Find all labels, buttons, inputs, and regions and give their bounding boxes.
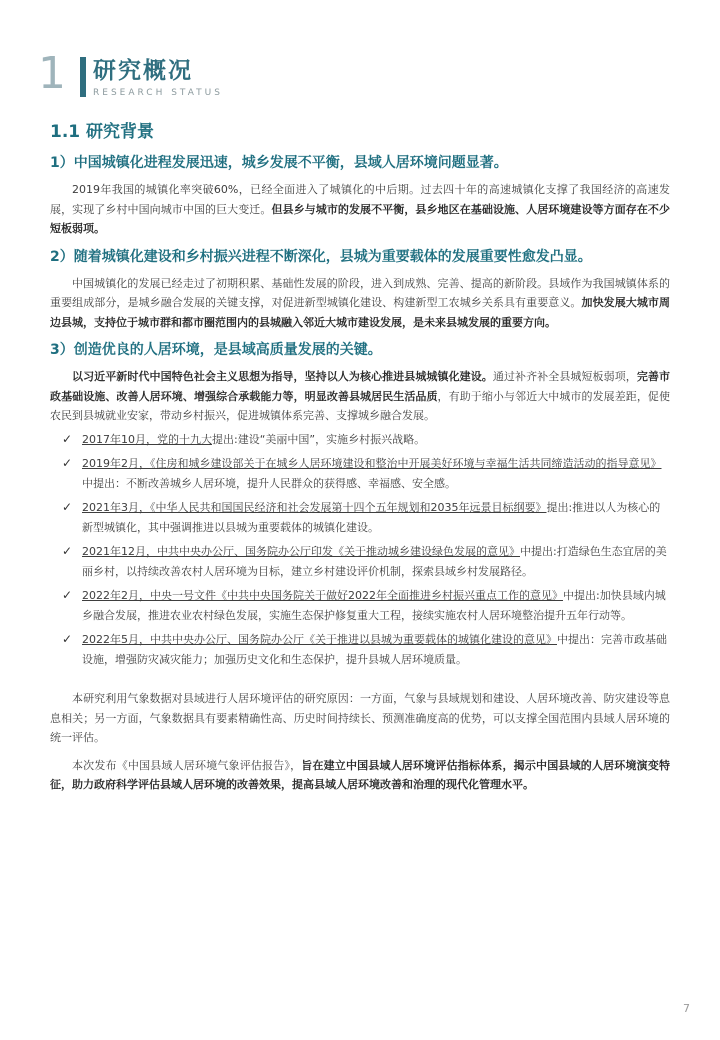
paragraph-1 [50,180,670,239]
list-item [50,454,670,493]
policy-reference: 2021年12月，中共中央办公厅、国务院办公厅印发《关于推动城乡建设绿色发展的意见》 [82,545,520,558]
heading-2: 2）随着城镇化建设和乡村振兴进程不断深化，县城为重要载体的发展重要性愈发凸显。 [50,248,592,265]
paragraph-5-bold: 旨在建立中国县域人居环境评估指标体系，揭示中国县域的人居环境演变特征，助力政府科学评估县域人居环境的改善效果，提高县域人居环境改善和治理的现代化管理水平。 [50,758,670,791]
paragraph-3 [50,367,670,426]
policy-detail: 中提出:加快县域内城乡融合发展，推进农业农村绿色发展，实施生态保护修复重大工程，接续实施农村人居环境整治提升五年行动等。 [82,589,666,622]
page-number: 7 [683,1002,690,1015]
heading-3: 3）创造优良的人居环境，是县域高质量发展的关键。 [50,342,382,358]
list-item [50,430,670,450]
paragraph-2 [50,274,670,333]
paragraph-2-normal: 中国城镇化的发展已经走过了初期积累、基础性发展的阶段，进入到成熟、完善、提高的新阶段。县域作为我国城镇体系的重要组成部分，是城乡融合发展的关键支撑，对促进新型城镇化建设、构建新型工农城乡关系具有重要意义。 [50,276,670,309]
checkmark-icon: ✓ [62,431,73,446]
policy-reference: 2022年5月，中共中央办公厅、国务院办公厅《关于推进以县城为重要载体的城镇化建设的意见》 [82,633,557,646]
paragraph-3-normal-1: 通过补齐补全县城短板弱项， [492,370,637,383]
checkmark-icon: ✓ [62,632,73,646]
chapter-number: 1 [38,48,66,99]
paragraph-5-normal: 本次发布《中国县域人居环境气象评估报告》， [72,758,302,772]
chapter-accent-bar [80,57,86,97]
list-item [50,542,670,581]
checkmark-icon: ✓ [62,500,73,514]
policy-detail: 提出:建设“美丽中国”，实施乡村振兴战略。 [212,432,426,446]
policy-detail: 中提出:打造绿色生态宜居的美丽乡村，以持续改善农村人居环境为目标，建立乡村建设评价机制，探索县域乡村发展路径。 [82,545,667,578]
list-item [50,586,670,625]
paragraph-1-normal: 2019年我国的城镇化率突破60%，已经全面进入了城镇化的中后期。过去四十年的高速城镇化支撑了我国经济的高速发展，实现了乡村中国向城市中国的巨大变迁。 [50,183,670,216]
list-item [50,630,670,669]
heading-1: 1）中国城镇化进程发展迅速，城乡发展不平衡，县域人居环境问题显著。 [50,155,508,171]
policy-reference: 2019年2月，《住房和城乡建设部关于在城乡人居环境建设和整治中开展美好环境与幸福生活共同缔造活动的指导意见》 [82,457,662,470]
paragraph-2-bold: 加快发展大城市周边县城，支持位于城市群和都市圈范围内的县城融入邻近大城市建设发展，是未来县城发展的重要方向。 [50,296,671,329]
paragraph-3-normal-2: ，有助于缩小与邻近大中城市的发展差距，促使农民到县城就业安家，带动乡村振兴，促进城镇体系完善、支撑城乡融合发展。 [50,389,670,422]
paragraph-4: 本研究利用气象数据对县域进行人居环境评估的研究原因：一方面，气象与县域规划和建设、人居环境改善、防灾建设等息息相关；另一方面，气象数据具有要素精确性高、历史时间持续长、预测准确度高的优势，可以支撑全国范围内县域人居环境的统一评估。 [50,692,670,744]
paragraph-5 [50,756,670,795]
checkmark-icon: ✓ [62,588,73,602]
chapter-title: 研究概况 [93,58,193,84]
policy-detail: 中提出：不断改善城乡人居环境，提升人民群众的获得感、幸福感、安全感。 [82,476,456,490]
paragraph-3-bold-2: 完善市政基础设施、改善人居环境、增强综合承载能力等，明显改善县城居民生活品质 [50,370,671,403]
policy-reference: 2021年3月，《中华人民共和国国民经济和社会发展第十四个五年规划和2035年远景目标纲要》 [82,501,547,514]
policy-reference: 2022年2月，中央一号文件《中共中央国务院关于做好2022年全面推进乡村振兴重点工作的意见》 [82,589,563,602]
list-item [50,498,670,537]
section-title: 1.1 研究背景 [50,122,155,142]
checkmark-icon: ✓ [62,544,73,558]
main-content [50,118,670,803]
paragraph-1-bold: 但县乡与城市的发展不平衡，县乡地区在基础设施、人居环境建设等方面存在不少短板弱项。 [50,202,670,235]
policy-list [50,430,670,670]
policy-reference: 2017年10月，党的十九大 [82,432,212,446]
paragraph-3-bold-1: 以习近平新时代中国特色社会主义思想为指导，坚持以人为核心推进县城城镇化建设。 [72,370,493,383]
chapter-subtitle: RESEARCH STATUS [93,88,223,98]
policy-detail: 提出:推进以人为核心的新型城镇化，其中强调推进以县城为重要载体的城镇化建设。 [82,501,661,534]
checkmark-icon: ✓ [62,456,73,470]
policy-detail: 中提出：完善市政基础设施，增强防灾减灾能力；加强历史文化和生态保护，提升县城人居环境质量。 [82,633,667,666]
